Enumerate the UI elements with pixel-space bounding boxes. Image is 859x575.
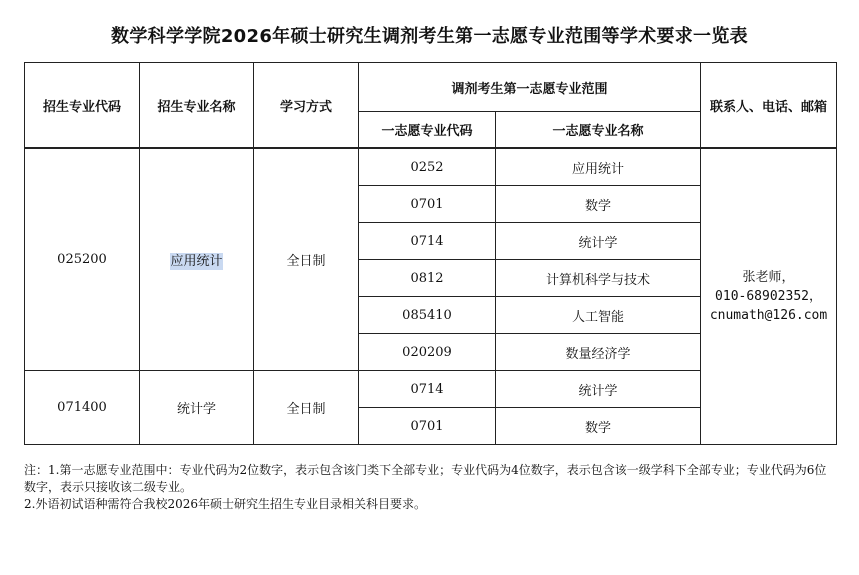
header-first-choice-code: 一志愿专业代码 — [359, 112, 496, 149]
range-code-cell: 0714 — [359, 223, 496, 260]
range-name-cell: 数学 — [496, 408, 701, 445]
contact-name: 张老师， — [742, 270, 795, 285]
header-contact: 联系人、电话、邮箱 — [701, 63, 837, 149]
program-code-cell: 025200 — [25, 148, 140, 371]
range-code-cell: 0701 — [359, 186, 496, 223]
footnote-1: 注：1.第一志愿专业范围中：专业代码为2位数字，表示包含该门类下全部专业；专业代码为4位数字，表示包含该一级学科下全部专业；专业代码为6位数字，表示只接收该二级专业。 — [24, 463, 827, 494]
header-first-choice-range: 调剂考生第一志愿专业范围 — [359, 63, 701, 112]
program-name-highlighted: 应用统计 — [170, 254, 223, 269]
program-name-cell: 统计学 — [140, 371, 254, 445]
range-code-cell: 0252 — [359, 148, 496, 186]
range-code-cell: 020209 — [359, 334, 496, 371]
table-row — [25, 148, 837, 186]
study-mode-cell: 全日制 — [254, 148, 359, 371]
range-code-cell: 085410 — [359, 297, 496, 334]
study-mode-cell: 全日制 — [254, 371, 359, 445]
requirements-table — [24, 62, 837, 445]
page-title: 数学科学学院2026年硕士研究生调剂考生第一志愿专业范围等学术要求一览表 — [111, 26, 748, 47]
range-code-cell: 0701 — [359, 408, 496, 445]
header-first-choice-name: 一志愿专业名称 — [496, 112, 701, 149]
program-name-cell — [140, 148, 254, 371]
header-study-mode: 学习方式 — [254, 63, 359, 149]
range-name-cell: 数学 — [496, 186, 701, 223]
contact-phone: 010-68902352， — [715, 289, 822, 304]
header-program-code: 招生专业代码 — [25, 63, 140, 149]
range-name-cell: 数量经济学 — [496, 334, 701, 371]
program-code-cell: 071400 — [25, 371, 140, 445]
footnotes — [24, 462, 836, 513]
range-name-cell: 人工智能 — [496, 297, 701, 334]
footnote-2: 2.外语初试语种需符合我校2026年硕士研究生招生专业目录相关科目要求。 — [24, 497, 426, 511]
range-name-cell: 计算机科学与技术 — [496, 260, 701, 297]
contact-email: cnumath@126.com — [709, 308, 828, 323]
range-name-cell: 统计学 — [496, 371, 701, 408]
header-program-name: 招生专业名称 — [140, 63, 254, 149]
range-name-cell: 统计学 — [496, 223, 701, 260]
range-code-cell: 0812 — [359, 260, 496, 297]
contact-cell — [701, 148, 837, 445]
range-name-cell: 应用统计 — [496, 148, 701, 186]
range-code-cell: 0714 — [359, 371, 496, 408]
